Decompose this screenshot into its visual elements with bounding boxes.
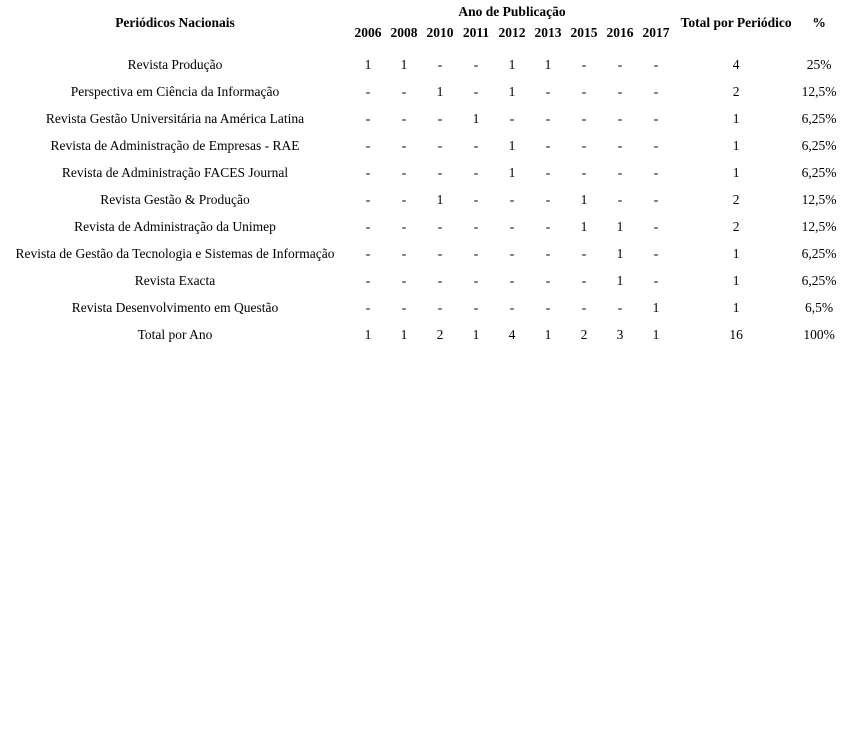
year-value-cell: - xyxy=(653,164,659,180)
total-cell: 2 xyxy=(732,191,740,207)
year-value-cell: 1 xyxy=(652,326,660,342)
year-value-cell: - xyxy=(473,218,479,234)
year-value-cell: - xyxy=(617,110,623,126)
total-por-periodico-header: Total por Periódico xyxy=(680,14,792,30)
year-value-cell: - xyxy=(545,110,551,126)
year-value-cell: - xyxy=(581,272,587,288)
periodico-name-cell: Revista de Administração de Empresas - RAE xyxy=(50,137,300,153)
periodico-name-cell: Perspectiva em Ciência da Informação xyxy=(70,83,280,99)
year-value-cell: - xyxy=(401,83,407,99)
table-row xyxy=(0,267,840,294)
year-value-cell: - xyxy=(653,218,659,234)
percent-header: % xyxy=(812,14,826,30)
year-value-cell: - xyxy=(545,299,551,315)
table-row xyxy=(0,213,840,240)
percent-cell: 12,5% xyxy=(801,218,837,234)
year-value-cell: - xyxy=(437,245,443,261)
year-value-cell: - xyxy=(509,110,515,126)
total-cell: 1 xyxy=(732,110,740,126)
year-value-cell: - xyxy=(365,137,371,153)
year-value-cell: - xyxy=(509,272,515,288)
table-row xyxy=(0,45,840,78)
total-cell: 2 xyxy=(732,83,740,99)
percent-cell: 12,5% xyxy=(801,191,837,207)
year-value-cell: - xyxy=(545,164,551,180)
periodico-name-cell: Revista de Gestão da Tecnologia e Sistemas de Informação xyxy=(15,245,335,261)
ano-publicacao-header: Ano de Publicação xyxy=(458,4,566,19)
year-value-cell: 1 xyxy=(472,326,480,342)
year-value-cell: - xyxy=(473,299,479,315)
year-value-cell: 2 xyxy=(580,326,588,342)
year-header: 2012 xyxy=(498,24,526,40)
percent-cell: 6,25% xyxy=(801,164,837,180)
table-row xyxy=(0,240,840,267)
percent-cell: 6,25% xyxy=(801,245,837,261)
year-value-cell: 1 xyxy=(616,272,624,288)
year-header: 2008 xyxy=(390,24,418,40)
year-value-cell: - xyxy=(617,83,623,99)
periodico-name-cell: Total por Ano xyxy=(137,326,213,342)
year-value-cell: - xyxy=(545,83,551,99)
year-value-cell: - xyxy=(545,137,551,153)
percent-cell: 6,5% xyxy=(805,299,834,315)
table-row xyxy=(0,132,840,159)
year-value-cell: - xyxy=(473,245,479,261)
year-value-cell: - xyxy=(473,56,479,72)
publication-table-sheet xyxy=(0,0,843,348)
periodico-name-cell: Revista Gestão Universitária na América Latina xyxy=(45,110,305,126)
total-por-ano-row xyxy=(0,321,840,348)
year-value-cell: - xyxy=(365,164,371,180)
periodico-name-cell: Revista de Administração FACES Journal xyxy=(61,164,289,180)
table-row xyxy=(0,78,840,105)
year-value-cell: - xyxy=(617,299,623,315)
year-value-cell: 1 xyxy=(508,56,516,72)
year-value-cell: - xyxy=(437,218,443,234)
year-value-cell: 1 xyxy=(364,326,372,342)
percent-cell: 6,25% xyxy=(801,272,837,288)
year-value-cell: - xyxy=(365,218,371,234)
year-header: 2011 xyxy=(462,24,490,40)
periodico-name-cell: Revista Produção xyxy=(127,56,223,72)
year-value-cell: - xyxy=(365,110,371,126)
year-value-cell: - xyxy=(581,137,587,153)
year-value-cell: 1 xyxy=(580,191,588,207)
year-value-cell: - xyxy=(473,164,479,180)
year-value-cell: - xyxy=(401,191,407,207)
year-value-cell: - xyxy=(509,245,515,261)
percent-cell: 6,25% xyxy=(801,110,837,126)
year-value-cell: - xyxy=(473,272,479,288)
year-value-cell: 1 xyxy=(364,56,372,72)
year-value-cell: - xyxy=(545,272,551,288)
year-value-cell: - xyxy=(401,272,407,288)
table-body xyxy=(0,45,840,348)
total-cell: 2 xyxy=(732,218,740,234)
total-cell: 1 xyxy=(732,137,740,153)
year-value-cell: 1 xyxy=(400,56,408,72)
year-value-cell: 1 xyxy=(400,326,408,342)
table-row xyxy=(0,186,840,213)
year-value-cell: 1 xyxy=(580,218,588,234)
year-header: 2006 xyxy=(354,24,382,40)
periodicos-header: Periódicos Nacionais xyxy=(115,14,235,30)
table-header xyxy=(0,0,840,45)
year-value-cell: - xyxy=(653,272,659,288)
year-value-cell: - xyxy=(653,137,659,153)
year-value-cell: - xyxy=(437,299,443,315)
year-value-cell: 1 xyxy=(436,83,444,99)
percent-cell: 100% xyxy=(803,326,835,342)
year-value-cell: - xyxy=(653,191,659,207)
percent-cell: 12,5% xyxy=(801,83,837,99)
total-cell: 1 xyxy=(732,164,740,180)
percent-cell: 25% xyxy=(806,56,832,72)
year-value-cell: 1 xyxy=(616,218,624,234)
publication-table xyxy=(0,0,840,348)
year-value-cell: - xyxy=(617,56,623,72)
table-row xyxy=(0,105,840,132)
year-value-cell: - xyxy=(617,191,623,207)
year-value-cell: - xyxy=(473,191,479,207)
year-value-cell: - xyxy=(401,218,407,234)
year-value-cell: - xyxy=(581,56,587,72)
year-value-cell: - xyxy=(473,137,479,153)
year-value-cell: - xyxy=(365,245,371,261)
year-value-cell: - xyxy=(437,137,443,153)
year-value-cell: - xyxy=(401,110,407,126)
year-value-cell: - xyxy=(437,56,443,72)
table-row xyxy=(0,159,840,186)
year-value-cell: - xyxy=(509,299,515,315)
year-value-cell: - xyxy=(509,218,515,234)
year-value-cell: 1 xyxy=(508,83,516,99)
year-value-cell: - xyxy=(365,299,371,315)
year-value-cell: 1 xyxy=(508,164,516,180)
year-value-cell: 1 xyxy=(472,110,480,126)
year-value-cell: 1 xyxy=(544,326,552,342)
year-value-cell: - xyxy=(401,137,407,153)
total-cell: 1 xyxy=(732,245,740,261)
year-value-cell: - xyxy=(545,218,551,234)
year-value-cell: - xyxy=(653,245,659,261)
year-value-cell: 1 xyxy=(508,137,516,153)
year-value-cell: 3 xyxy=(616,326,624,342)
year-value-cell: - xyxy=(365,272,371,288)
header-row-top xyxy=(0,0,840,20)
year-value-cell: 1 xyxy=(544,56,552,72)
year-value-cell: - xyxy=(401,164,407,180)
year-value-cell: - xyxy=(437,164,443,180)
periodico-name-cell: Revista Exacta xyxy=(134,272,216,288)
percent-cell: 6,25% xyxy=(801,137,837,153)
year-value-cell: - xyxy=(617,164,623,180)
year-value-cell: - xyxy=(653,110,659,126)
year-value-cell: 1 xyxy=(616,245,624,261)
total-cell: 1 xyxy=(732,299,740,315)
periodico-name-cell: Revista Desenvolvimento em Questão xyxy=(71,299,279,315)
year-value-cell: 1 xyxy=(652,299,660,315)
year-value-cell: - xyxy=(581,110,587,126)
year-header: 2015 xyxy=(570,24,598,40)
year-header: 2017 xyxy=(642,24,670,40)
year-value-cell: 2 xyxy=(436,326,444,342)
year-value-cell: - xyxy=(653,83,659,99)
total-cell: 16 xyxy=(729,326,743,342)
year-value-cell: - xyxy=(437,272,443,288)
year-value-cell: - xyxy=(581,245,587,261)
year-value-cell: - xyxy=(437,110,443,126)
total-cell: 4 xyxy=(732,56,740,72)
year-value-cell: - xyxy=(581,299,587,315)
year-value-cell: - xyxy=(545,245,551,261)
periodico-name-cell: Revista Gestão & Produção xyxy=(100,191,250,207)
year-header: 2010 xyxy=(426,24,454,40)
periodico-name-cell: Revista de Administração da Unimep xyxy=(74,218,276,234)
year-value-cell: - xyxy=(365,191,371,207)
year-value-cell: - xyxy=(473,83,479,99)
year-value-cell: - xyxy=(401,245,407,261)
year-header: 2013 xyxy=(534,24,562,40)
year-value-cell: - xyxy=(365,83,371,99)
year-value-cell: - xyxy=(401,299,407,315)
year-value-cell: - xyxy=(581,164,587,180)
year-value-cell: - xyxy=(617,137,623,153)
year-value-cell: - xyxy=(509,191,515,207)
table-row xyxy=(0,294,840,321)
year-value-cell: - xyxy=(581,83,587,99)
year-value-cell: 4 xyxy=(508,326,516,342)
year-value-cell: 1 xyxy=(436,191,444,207)
total-cell: 1 xyxy=(732,272,740,288)
year-value-cell: - xyxy=(545,191,551,207)
year-value-cell: - xyxy=(653,56,659,72)
year-header: 2016 xyxy=(606,24,634,40)
